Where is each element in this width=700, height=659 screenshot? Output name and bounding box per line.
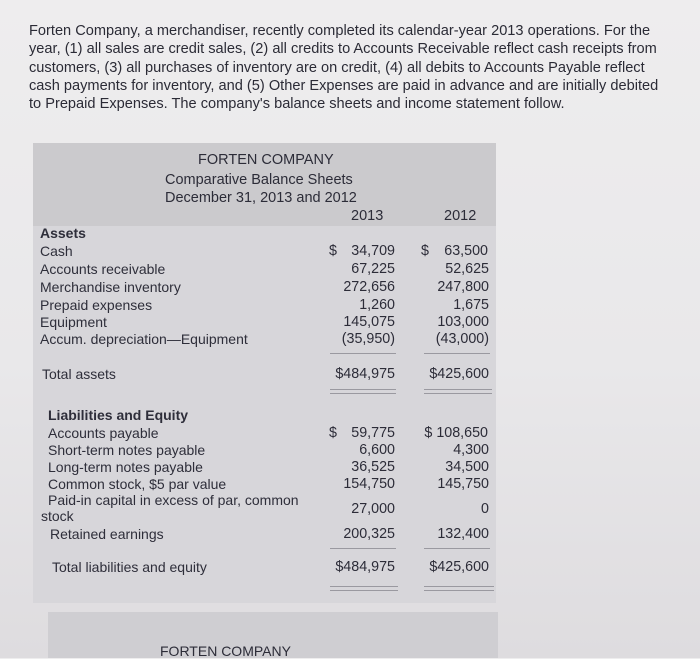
statement-title: Comparative Balance Sheets xyxy=(165,172,353,188)
liability-label: Retained earnings xyxy=(50,526,164,542)
liability-value-2012: $ 108,650 xyxy=(424,425,488,441)
total-assets-label: Total assets xyxy=(42,366,116,382)
column-header-2013: 2013 xyxy=(351,208,384,224)
liability-value-2012: 132,400 xyxy=(437,526,489,542)
asset-label: Accounts receivable xyxy=(40,261,166,277)
asset-label: Merchandise inventory xyxy=(40,279,181,295)
liability-label: Long-term notes payable xyxy=(48,459,203,475)
double-rule xyxy=(424,389,492,390)
double-rule xyxy=(330,393,396,394)
asset-label: Equipment xyxy=(40,314,107,330)
asset-label: Accum. depreciation—Equipment xyxy=(40,331,248,347)
asset-label: Cash xyxy=(40,243,73,259)
total-liabilities-2013: $484,975 xyxy=(335,559,395,575)
liability-value-2012: 4,300 xyxy=(453,442,489,458)
income-statement-company: FORTEN COMPANY xyxy=(160,643,291,659)
liability-value-2012: 0 xyxy=(481,501,489,517)
total-assets-2013: $484,975 xyxy=(335,366,395,382)
asset-value-2013: 272,656 xyxy=(343,279,395,295)
company-name: FORTEN COMPANY xyxy=(198,152,334,168)
double-rule xyxy=(424,393,492,394)
asset-value-2013: 1,260 xyxy=(359,297,395,313)
double-rule xyxy=(330,389,396,390)
liability-value-2013: 36,525 xyxy=(351,459,395,475)
subtotal-rule xyxy=(330,353,396,354)
liability-value-2013: 59,775 xyxy=(351,425,395,441)
subtotal-rule xyxy=(424,353,490,354)
dollar-sign: $ xyxy=(421,243,429,259)
liabilities-heading: Liabilities and Equity xyxy=(48,407,189,423)
asset-value-2013: 145,075 xyxy=(343,314,395,330)
asset-value-2013: 34,709 xyxy=(351,243,395,259)
liability-value-2013: 6,600 xyxy=(359,442,395,458)
liability-value-2013: 200,325 xyxy=(343,526,395,542)
assets-heading: Assets xyxy=(40,225,86,241)
asset-value-2012: 63,500 xyxy=(444,243,488,259)
liability-value-2012: 34,500 xyxy=(445,459,489,475)
problem-intro-text: Forten Company, a merchandiser, recently completed its calendar-year 2013 operations. For the year, (1) all sales are credit sales, (2) all credits to Accounts Receivable reflect cash receipts from customers, (3) all purchases of inventory are on credit, (4) all debits to Accounts Payable reflect cash payments for inventory, and (5) Other Expenses are paid in advance and are initially debited to Prepaid Expenses. The company's balance sheets and income statement follow. xyxy=(29,23,659,113)
liability-label: Accounts payable xyxy=(48,425,159,441)
dollar-sign: $ xyxy=(329,425,337,441)
double-rule xyxy=(330,590,398,591)
liability-value-2013: 27,000 xyxy=(351,501,395,517)
liability-value-2012: 145,750 xyxy=(437,476,489,492)
asset-value-2012: 247,800 xyxy=(437,279,489,295)
double-rule xyxy=(424,586,494,587)
liability-label: Paid-in capital in excess of par, common xyxy=(48,492,299,508)
asset-value-2012: 103,000 xyxy=(437,314,489,330)
asset-value-2013: (35,950) xyxy=(341,331,395,347)
double-rule xyxy=(330,586,398,587)
asset-value-2012: (43,000) xyxy=(435,331,489,347)
asset-value-2013: 67,225 xyxy=(351,261,395,277)
asset-value-2012: 52,625 xyxy=(445,261,489,277)
column-header-2012: 2012 xyxy=(444,208,477,224)
double-rule xyxy=(424,590,494,591)
total-liabilities-label: Total liabilities and equity xyxy=(52,559,207,575)
total-liabilities-2012: $425,600 xyxy=(429,559,489,575)
liability-label: Short-term notes payable xyxy=(48,442,206,458)
statement-date: December 31, 2013 and 2012 xyxy=(165,190,357,206)
asset-value-2012: 1,675 xyxy=(453,297,489,313)
dollar-sign: $ xyxy=(329,243,337,259)
asset-label: Prepaid expenses xyxy=(40,297,153,313)
subtotal-rule xyxy=(330,548,396,549)
liability-label-continued: stock xyxy=(41,508,74,524)
total-assets-2012: $425,600 xyxy=(429,366,489,382)
liability-label: Common stock, $5 par value xyxy=(48,476,227,492)
subtotal-rule xyxy=(424,548,490,549)
liability-value-2013: 154,750 xyxy=(343,476,395,492)
